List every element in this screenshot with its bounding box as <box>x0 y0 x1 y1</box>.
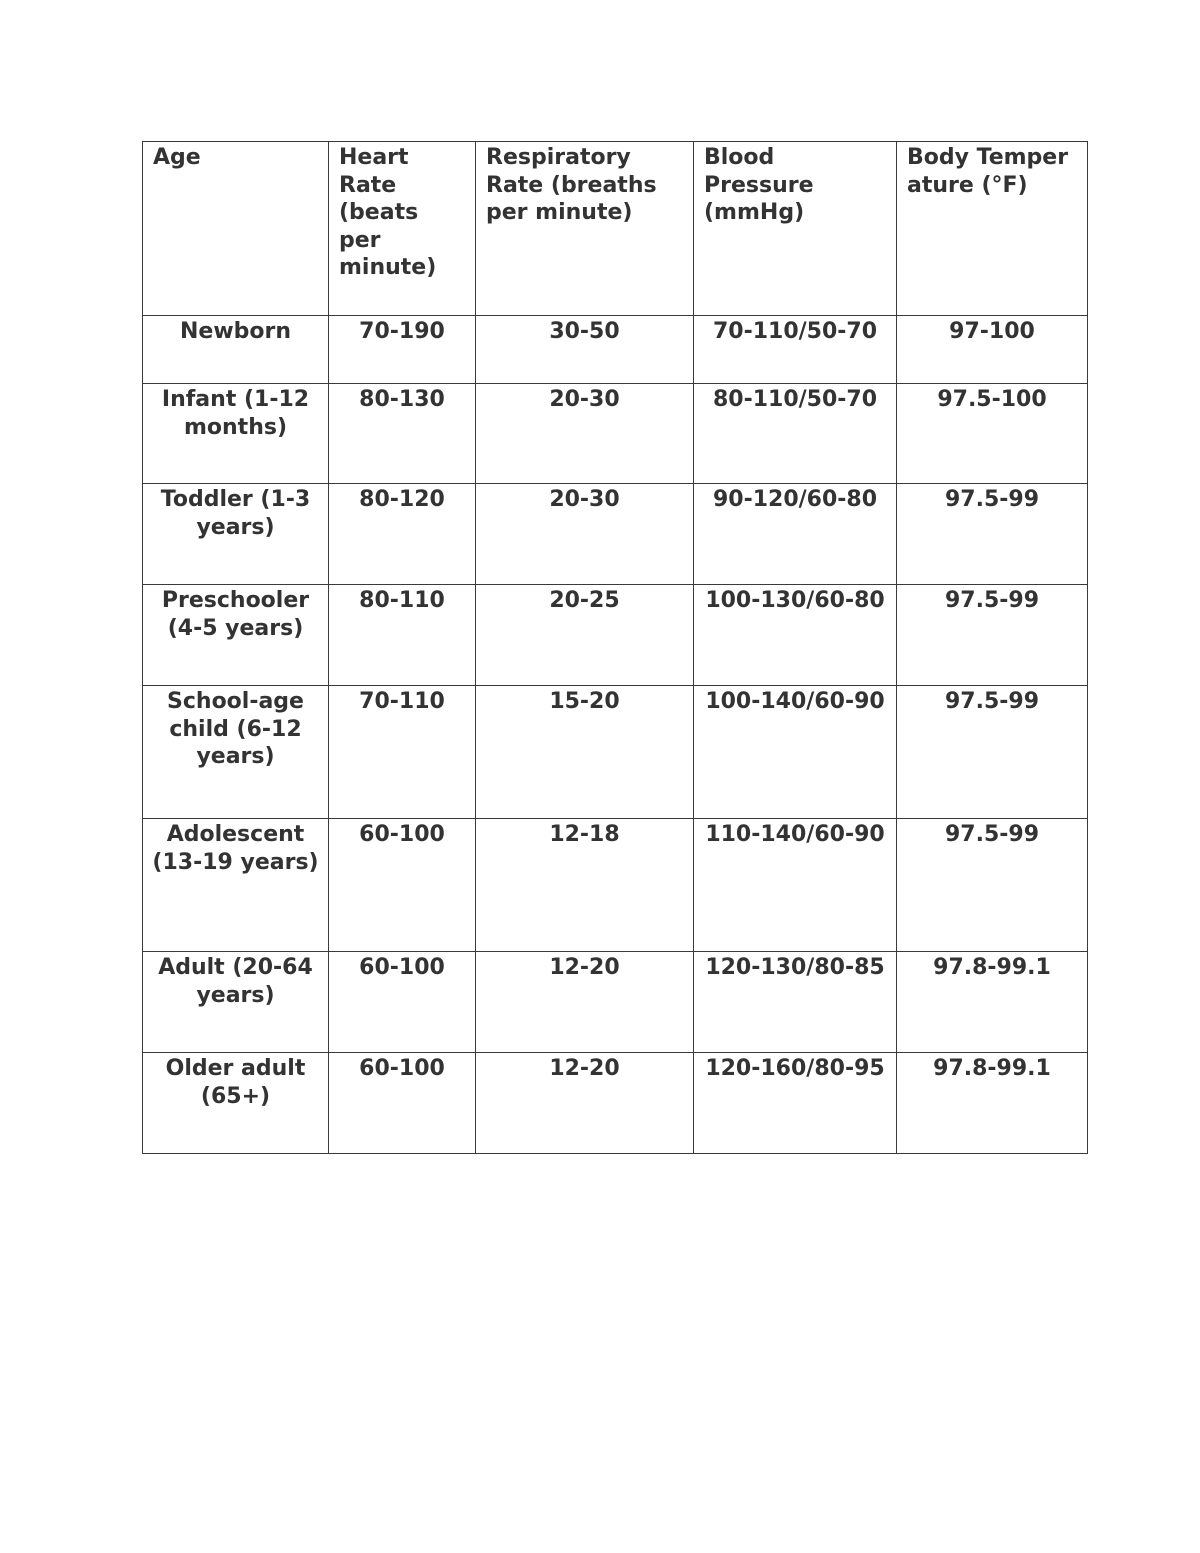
blood-pressure-cell: 120-130/80-85 <box>694 952 897 1053</box>
table-row <box>143 686 1088 819</box>
body-temperature-cell: 97.5-99 <box>897 585 1088 686</box>
heart-rate-cell: 80-120 <box>329 484 476 585</box>
blood-pressure-cell: 80-110/50-70 <box>694 384 897 484</box>
table-row <box>143 819 1088 952</box>
body-temperature-cell: 97.5-99 <box>897 686 1088 819</box>
age-cell: Infant (1-12 months) <box>143 384 329 484</box>
respiratory-rate-cell: 20-30 <box>476 384 694 484</box>
heart-rate-cell: 80-130 <box>329 384 476 484</box>
heart-rate-cell: 70-110 <box>329 686 476 819</box>
blood-pressure-cell: 100-130/60-80 <box>694 585 897 686</box>
respiratory-rate-cell: 12-20 <box>476 1053 694 1154</box>
age-cell: Older adult (65+) <box>143 1053 329 1154</box>
age-cell: School-age child (6-12 years) <box>143 686 329 819</box>
table-row <box>143 585 1088 686</box>
age-cell: Preschooler (4-5 years) <box>143 585 329 686</box>
age-cell: Newborn <box>143 316 329 384</box>
heart-rate-cell: 60-100 <box>329 952 476 1053</box>
respiratory-rate-cell: 15-20 <box>476 686 694 819</box>
header-respiratory-rate: Respiratory Rate (breaths per minute) <box>476 142 694 316</box>
heart-rate-cell: 60-100 <box>329 1053 476 1154</box>
heart-rate-cell: 70-190 <box>329 316 476 384</box>
blood-pressure-cell: 120-160/80-95 <box>694 1053 897 1154</box>
respiratory-rate-cell: 12-20 <box>476 952 694 1053</box>
vital-signs-table <box>142 141 1088 1154</box>
table-row <box>143 952 1088 1053</box>
body-temperature-cell: 97-100 <box>897 316 1088 384</box>
blood-pressure-cell: 90-120/60-80 <box>694 484 897 585</box>
heart-rate-cell: 80-110 <box>329 585 476 686</box>
blood-pressure-cell: 110-140/60-90 <box>694 819 897 952</box>
body-temperature-cell: 97.5-99 <box>897 819 1088 952</box>
body-temperature-cell: 97.5-99 <box>897 484 1088 585</box>
table-header-row <box>143 142 1088 316</box>
age-cell: Adolescent (13-19 years) <box>143 819 329 952</box>
header-blood-pressure: Blood Pressure (mmHg) <box>694 142 897 316</box>
table-row <box>143 1053 1088 1154</box>
table-row <box>143 316 1088 384</box>
table-row <box>143 384 1088 484</box>
header-heart-rate: Heart Rate (beats per minute) <box>329 142 476 316</box>
age-cell: Adult (20-64 years) <box>143 952 329 1053</box>
header-body-temperature: Body Temperature (°F) <box>897 142 1088 316</box>
blood-pressure-cell: 100-140/60-90 <box>694 686 897 819</box>
respiratory-rate-cell: 20-25 <box>476 585 694 686</box>
age-cell: Toddler (1-3 years) <box>143 484 329 585</box>
heart-rate-cell: 60-100 <box>329 819 476 952</box>
table-row <box>143 484 1088 585</box>
blood-pressure-cell: 70-110/50-70 <box>694 316 897 384</box>
respiratory-rate-cell: 12-18 <box>476 819 694 952</box>
body-temperature-cell: 97.8-99.1 <box>897 1053 1088 1154</box>
body-temperature-cell: 97.8-99.1 <box>897 952 1088 1053</box>
respiratory-rate-cell: 30-50 <box>476 316 694 384</box>
respiratory-rate-cell: 20-30 <box>476 484 694 585</box>
body-temperature-cell: 97.5-100 <box>897 384 1088 484</box>
header-age: Age <box>143 142 329 316</box>
